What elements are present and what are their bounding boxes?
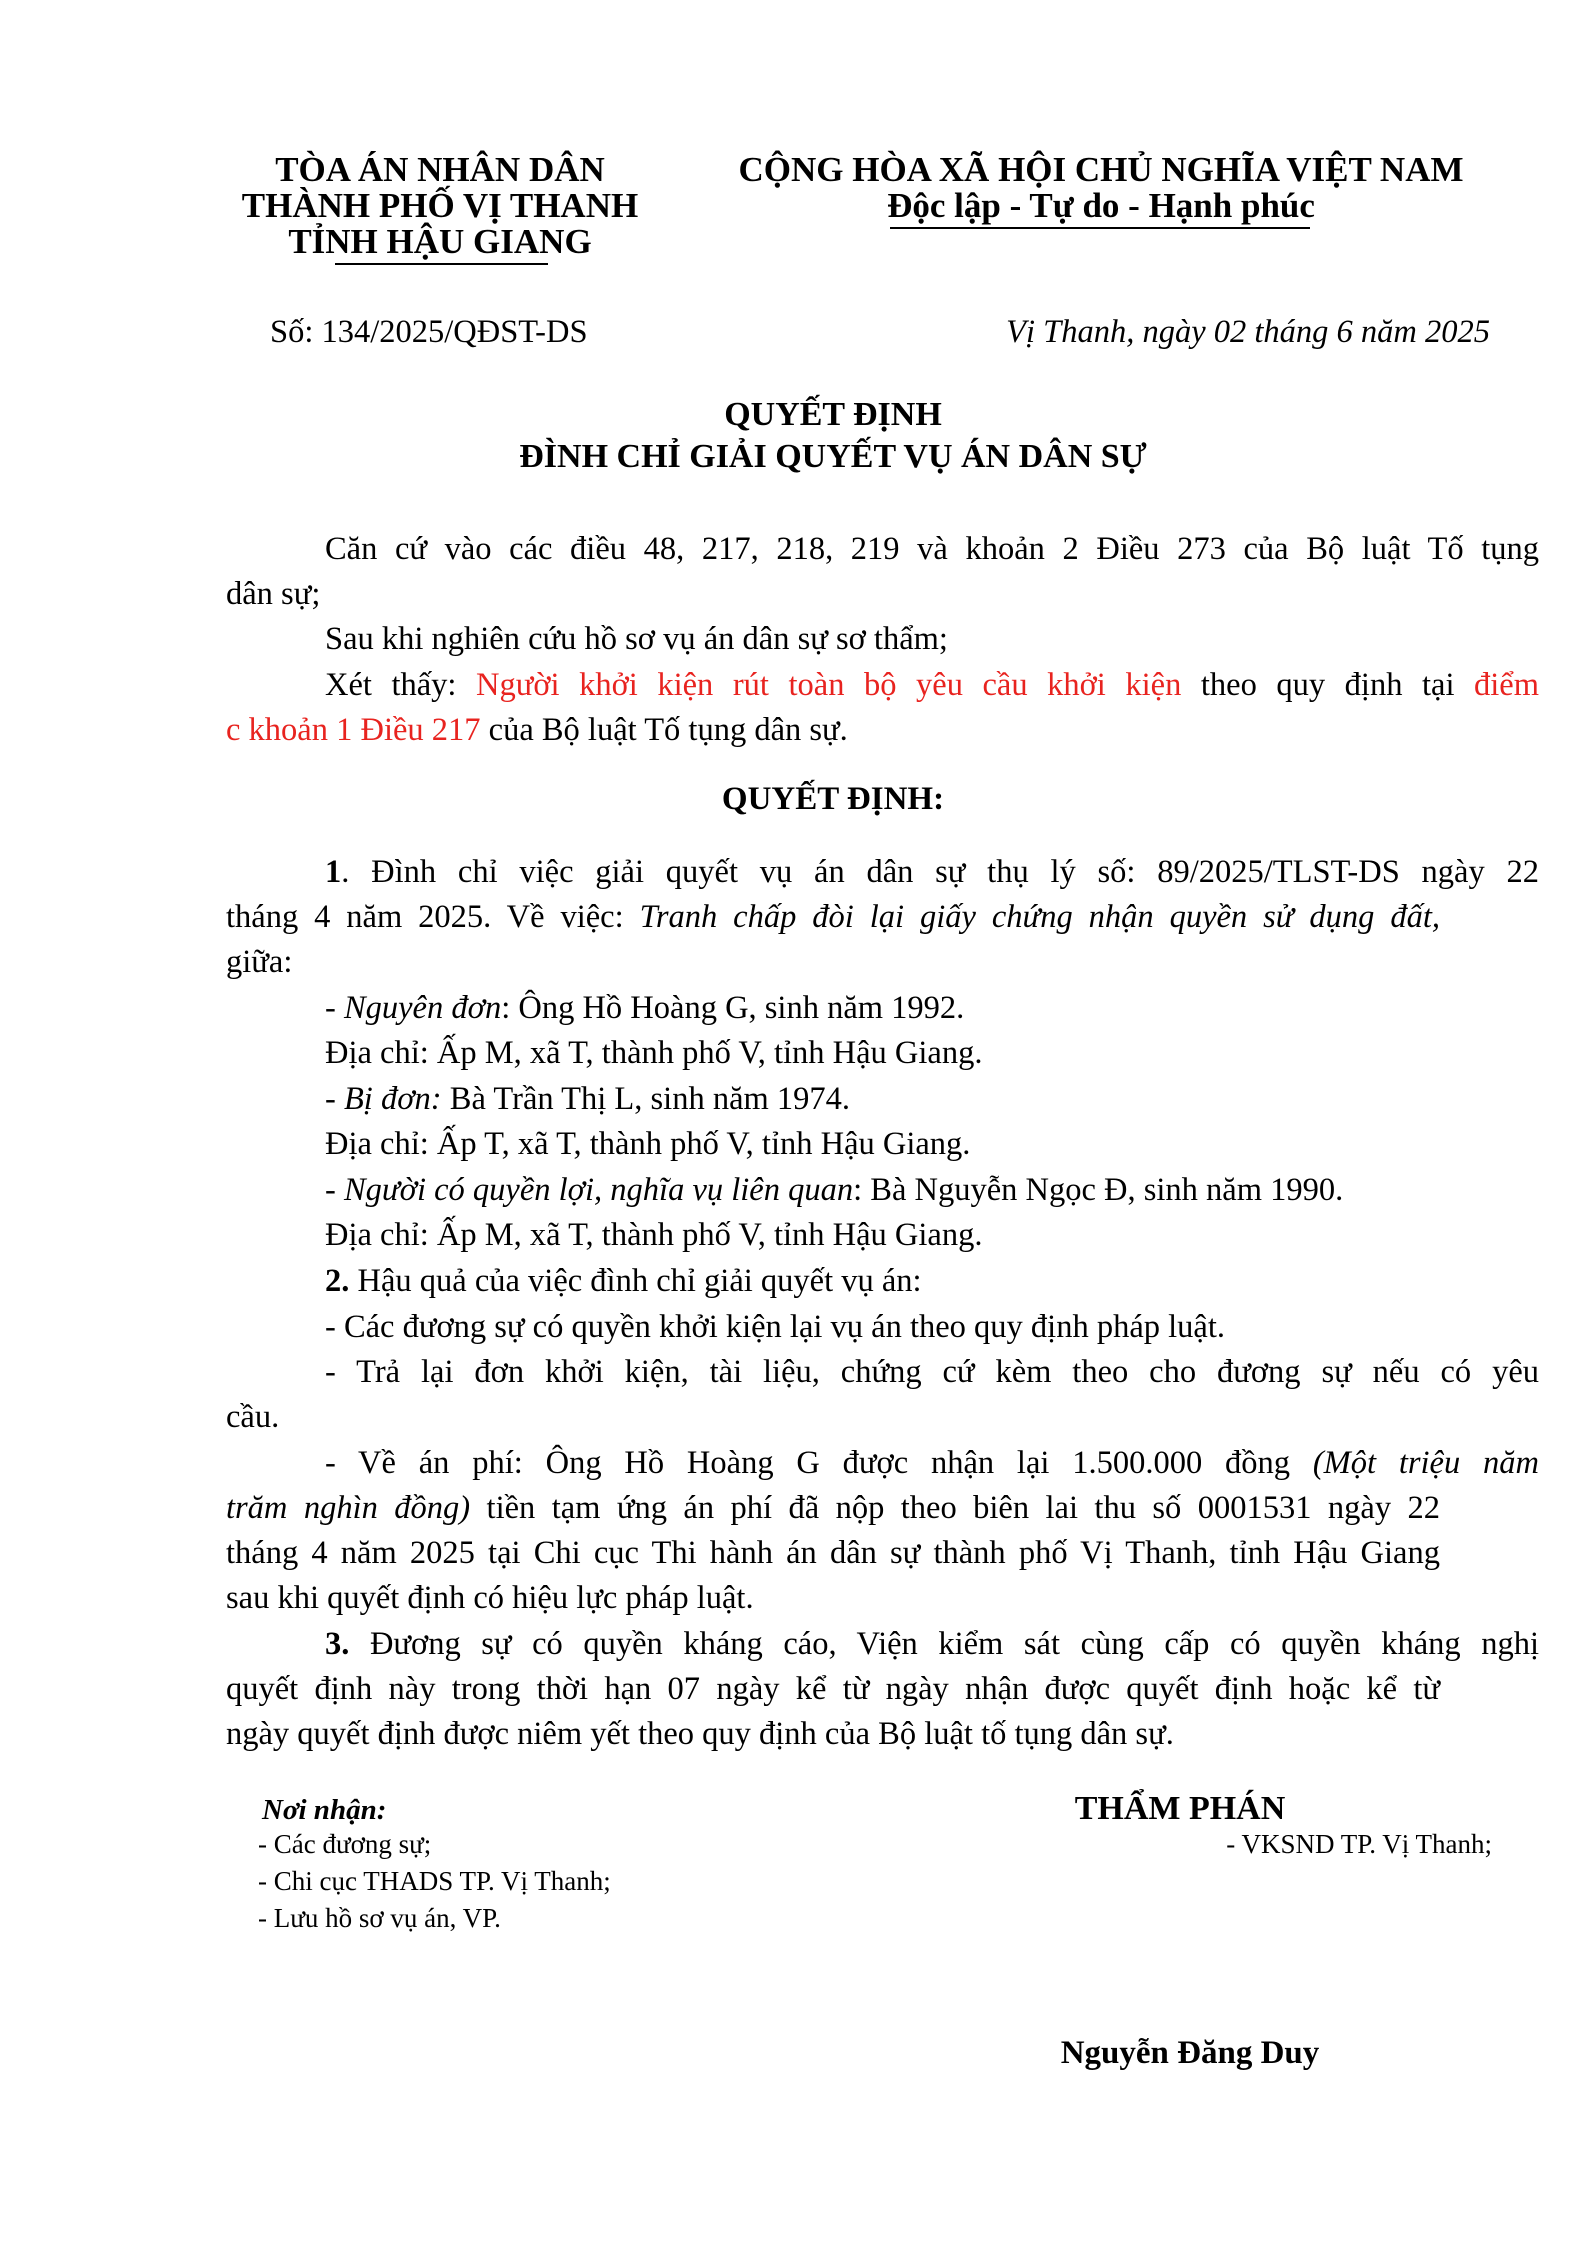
title-line-1: QUYẾT ĐỊNH [724,396,942,433]
item3-text-1: Đương sự có quyền kháng cáo, Viện kiểm sát cùng cấp có quyền kháng nghị [349,1626,1539,1662]
court-name [200,152,680,260]
item1-line-2 [226,895,1440,940]
item2-heading-text: Hậu quả của việc đình chỉ giải quyết vụ án: [349,1263,922,1299]
document-title [226,394,1440,478]
item2-bullet-2-line-2: cầu. [226,1399,280,1435]
fee-line-2 [226,1486,1440,1531]
defendant-address: Địa chỉ: Ấp T, xã T, thành phố V, tỉnh Hậu Giang. [325,1126,971,1162]
fee-line-4: sau khi quyết định có hiệu lực pháp luật. [226,1580,754,1616]
dash: - [325,1081,344,1117]
court-line-3: TỈNH HẬU GIANG [288,222,592,261]
consider-withdrawal: Người khởi kiện rút toàn bộ yêu cầu khởi kiện [476,667,1182,703]
signer-role: THẨM PHÁN [1074,1790,1286,1827]
item2-bullet-1: - Các đương sự có quyền khởi kiện lại vụ án theo quy định pháp luật. [325,1309,1225,1345]
consider-legal-point-b: c khoản 1 Điều 217 [226,712,481,748]
court-line-2: THÀNH PHỐ VỊ THANH [241,186,639,225]
dash: - [325,1172,344,1208]
legal-basis-line-2: dân sự; [226,576,321,612]
consider-mid: theo quy định tại [1181,667,1475,703]
legal-basis-line-1: Căn cứ vào các điều 48, 217, 218, 219 và khoản 2 Điều 273 của Bộ luật Tố tụng [325,531,1539,567]
related-party-address: Địa chỉ: Ấp M, xã T, thành phố V, tỉnh Hậu Giang. [325,1217,983,1253]
item1-text-2: tháng 4 năm 2025. Về việc: [226,899,640,935]
consider-legal-point-a: điểm [1474,667,1539,703]
item1-line-1 [226,850,1539,895]
nation-line-1: CỘNG HÒA XÃ HỘI CHỦ NGHĨA VIỆT NAM [738,150,1464,189]
item1-text-1: . Đình chỉ việc giải quyết vụ án dân sự thụ lý số: 89/2025/TLST-DS ngày 22 [341,854,1539,890]
item1-dispute: Tranh chấp đòi lại giấy chứng nhận quyền sử dụng đất, [639,899,1440,935]
document-number: Số: 134/2025/QĐST-DS [270,314,588,350]
item2-bullet-2-line-1: - Trả lại đơn khởi kiện, tài liệu, chứng cứ kèm theo cho đương sự nếu có yêu [325,1354,1539,1390]
decision-heading: QUYẾT ĐỊNH: [721,781,945,817]
title-line-2: ĐÌNH CHỈ GIẢI QUYẾT VỤ ÁN DÂN SỰ [519,438,1147,475]
item2-heading [226,1259,1539,1304]
plaintiff-text: : Ông Hồ Hoàng G, sinh năm 1992. [501,990,965,1026]
motto-underline [890,227,1310,229]
item1-number: 1 [325,854,342,890]
court-underline [335,263,548,265]
related-party-label: Người có quyền lợi, nghĩa vụ liên quan [343,1172,854,1208]
recipient-item: - Chi cục THADS TP. Vị Thanh; [258,1866,611,1896]
plaintiff-address: Địa chỉ: Ấp M, xã T, thành phố V, tỉnh Hậu Giang. [325,1035,983,1071]
review-statement: Sau khi nghiên cứu hồ sơ vụ án dân sự sơ thẩm; [325,621,948,657]
defendant-label: Bị đơn: [343,1081,442,1117]
item2-number: 2. [325,1263,350,1299]
related-party [226,1168,1539,1213]
item3-number: 3. [325,1626,350,1662]
recipient-item: - Các đương sự; [258,1829,432,1859]
item3-line-3: ngày quyết định được niêm yết theo quy định của Bộ luật tố tụng dân sự. [226,1716,1174,1752]
dash: - [325,990,344,1026]
fee-line-1 [226,1441,1539,1486]
item3-line-1 [226,1622,1539,1667]
item1-line-3: giữa: [226,944,293,980]
fee-text-2: tiền tạm ứng án phí đã nộp theo biên lai thu số 0001531 ngày 22 [470,1490,1440,1526]
plaintiff-label: Nguyên đơn [343,990,502,1026]
consider-tail: của Bộ luật Tố tụng dân sự. [480,712,848,748]
place-date: Vị Thanh, ngày 02 tháng 6 năm 2025 [1006,314,1490,350]
plaintiff [226,986,1539,1031]
consider-lead: Xét thấy: [325,667,476,703]
consideration-line-1 [226,663,1539,708]
recipient-item: - Lưu hồ sơ vụ án, VP. [258,1903,501,1933]
fee-amount-words-1: (Một triệu năm [1312,1445,1539,1481]
related-party-text: : Bà Nguyễn Ngọc Đ, sinh năm 1990. [853,1172,1344,1208]
court-line-1: TÒA ÁN NHÂN DÂN [275,150,605,189]
national-motto [706,152,1496,224]
fee-line-3: tháng 4 năm 2025 tại Chi cục Thi hành án dân sự thành phố Vị Thanh, tỉnh Hậu Giang [226,1535,1440,1571]
item3-line-2: quyết định này trong thời hạn 07 ngày kể từ ngày nhận được quyết định hoặc kể từ [226,1671,1440,1707]
signer-name: Nguyễn Đăng Duy [1060,2035,1320,2071]
defendant [226,1077,1539,1122]
fee-text-1: - Về án phí: Ông Hồ Hoàng G được nhận lại 1.500.000 đồng [325,1445,1313,1481]
recipient-item-extra: - VKSND TP. Vị Thanh; [1226,1829,1492,1859]
nation-line-2: Độc lập - Tự do - Hạnh phúc [887,186,1315,225]
recipients-title: Nơi nhận: [262,1794,387,1826]
defendant-text: Bà Trần Thị L, sinh năm 1974. [441,1081,851,1117]
consideration-line-2 [226,708,1440,753]
fee-amount-words-2: trăm nghìn đồng) [226,1490,471,1526]
